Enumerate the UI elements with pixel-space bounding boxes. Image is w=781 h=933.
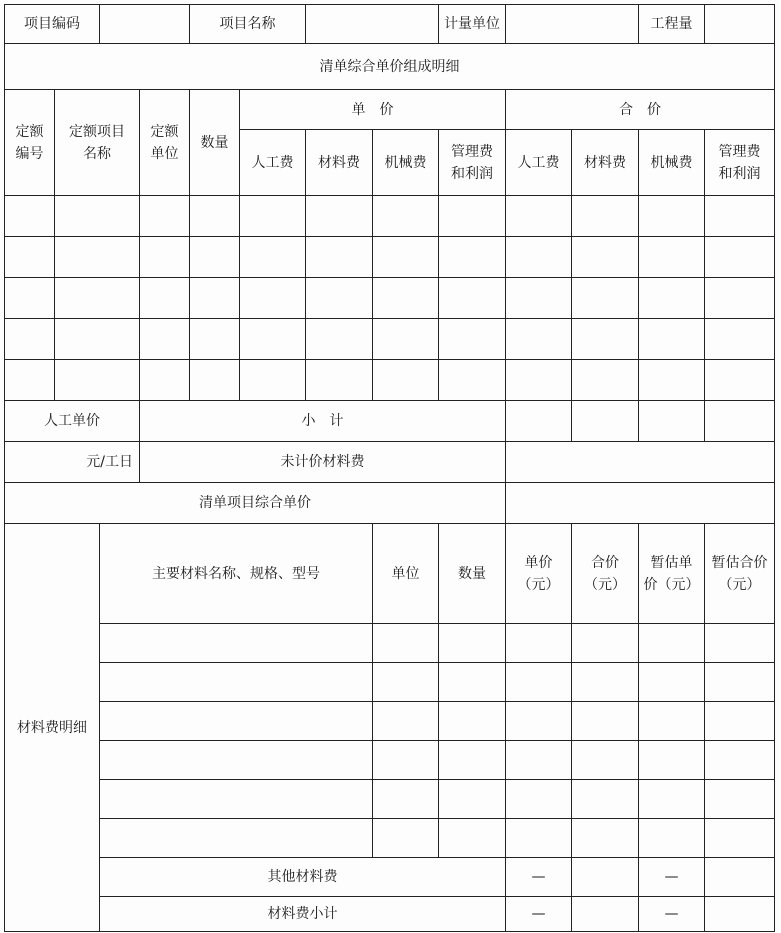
material-row bbox=[5, 663, 775, 702]
unit-price-header: 单 价 bbox=[240, 90, 506, 130]
other-material-fee-label: 其他材料费 bbox=[100, 858, 506, 897]
table-row bbox=[5, 278, 775, 319]
item-code-value bbox=[100, 5, 190, 44]
subtotal-label: 小 计 bbox=[140, 401, 506, 442]
amount-header: 数量 bbox=[190, 90, 240, 196]
item-name-label: 项目名称 bbox=[190, 5, 306, 44]
unit-mgmt-header: 管理费 和利润 bbox=[439, 130, 506, 196]
other-fee-price-dash: — bbox=[506, 858, 572, 897]
total-mgmt-header: 管理费 和利润 bbox=[705, 130, 775, 196]
total-material-header: 材料费 bbox=[572, 130, 639, 196]
unit-labor-header: 人工费 bbox=[240, 130, 306, 196]
table-row bbox=[5, 196, 775, 237]
material-unit-header: 单位 bbox=[373, 524, 439, 624]
comprehensive-unit-price-label: 清单项目综合单价 bbox=[5, 483, 506, 524]
quantity-value bbox=[705, 5, 775, 44]
material-subtotal-price-dash: — bbox=[506, 897, 572, 932]
item-name-value bbox=[306, 5, 439, 44]
material-price-header: 单价 （元） bbox=[506, 524, 572, 624]
unit-machine-header: 机械费 bbox=[373, 130, 439, 196]
total-price-header: 合 价 bbox=[506, 90, 775, 130]
unit-price-analysis-table bbox=[4, 4, 775, 932]
quota-unit-header: 定额 单位 bbox=[140, 90, 190, 196]
material-row bbox=[5, 702, 775, 741]
unit-value bbox=[506, 5, 639, 44]
total-labor-header: 人工费 bbox=[506, 130, 572, 196]
material-row bbox=[5, 780, 775, 819]
material-name-header: 主要材料名称、规格、型号 bbox=[100, 524, 373, 624]
unit-label: 计量单位 bbox=[439, 5, 506, 44]
material-subtotal-est-dash: — bbox=[639, 897, 705, 932]
unpriced-material-label: 未计价材料费 bbox=[140, 442, 506, 483]
material-qty-header: 数量 bbox=[439, 524, 506, 624]
labor-unit-price-label: 人工单价 bbox=[5, 401, 140, 442]
other-fee-est-dash: — bbox=[639, 858, 705, 897]
material-detail-label: 材料费明细 bbox=[5, 524, 100, 932]
material-row bbox=[5, 741, 775, 780]
material-est-total-header: 暂估合价 （元） bbox=[705, 524, 775, 624]
unit-material-header: 材料费 bbox=[306, 130, 373, 196]
table-row bbox=[5, 237, 775, 278]
quantity-label: 工程量 bbox=[639, 5, 705, 44]
material-total-header: 合价 （元） bbox=[572, 524, 639, 624]
material-row bbox=[5, 624, 775, 663]
material-est-price-header: 暂估单 价（元） bbox=[639, 524, 705, 624]
total-machine-header: 机械费 bbox=[639, 130, 705, 196]
table-row bbox=[5, 319, 775, 360]
quota-no-header: 定额 编号 bbox=[5, 90, 55, 196]
table-row bbox=[5, 360, 775, 401]
material-subtotal-label: 材料费小计 bbox=[100, 897, 506, 932]
section-title: 清单综合单价组成明细 bbox=[5, 44, 775, 90]
item-code-label: 项目编码 bbox=[5, 5, 100, 44]
material-row bbox=[5, 819, 775, 858]
labor-unit-label: 元/工日 bbox=[5, 442, 140, 483]
quota-name-header: 定额项目 名称 bbox=[55, 90, 140, 196]
